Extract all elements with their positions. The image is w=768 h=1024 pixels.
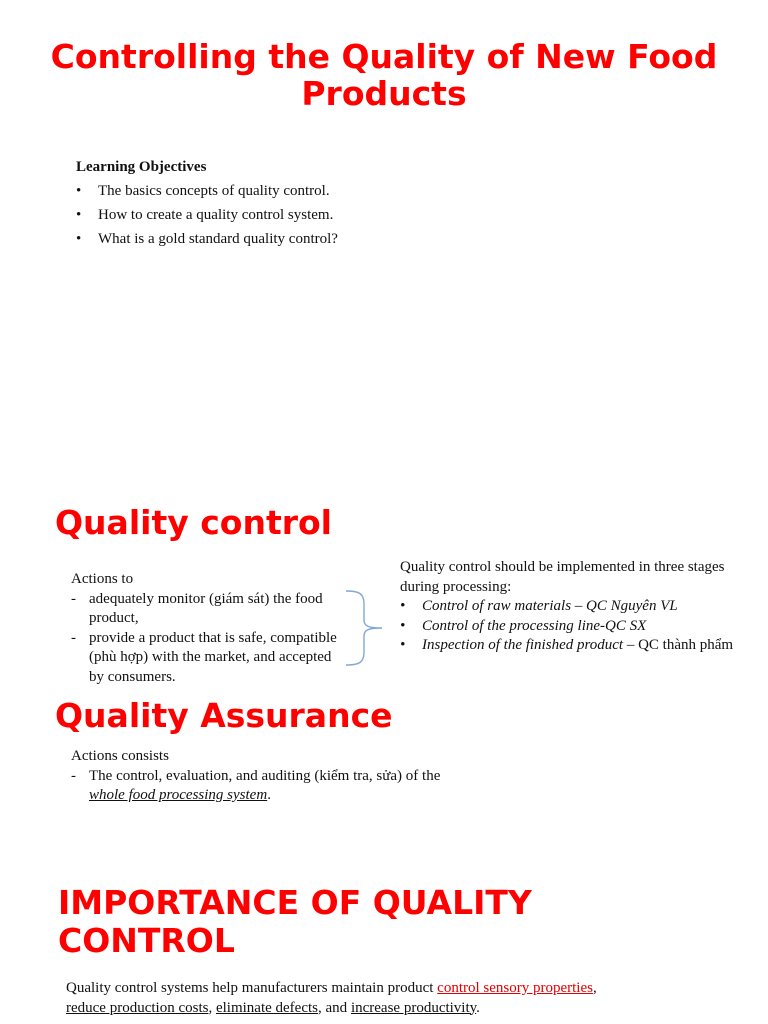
list-item: - adequately monitor (giám sát) the food product, [71, 590, 341, 629]
qa-item-link[interactable]: whole food processing system [89, 787, 268, 803]
quality-control-stages [400, 558, 766, 656]
actions-list [71, 590, 341, 688]
importance-heading: IMPORTANCE OF QUALITY CONTROL [58, 883, 532, 960]
list-item [71, 767, 451, 806]
list-item [400, 636, 766, 656]
qa-item-suffix: . [267, 787, 271, 803]
qa-intro: Actions consists [71, 748, 169, 764]
quality-assurance-heading: Quality Assurance [55, 696, 393, 735]
quality-assurance-actions [71, 747, 451, 806]
stage3-italic: Inspection of the finished product [422, 637, 624, 653]
separator: . [476, 999, 480, 1016]
stages-intro: Quality control should be implemented in three stages during processing: [400, 559, 725, 595]
page-title: Controlling the Quality of New Food Products [50, 37, 718, 113]
learning-objectives [76, 158, 676, 254]
list-item: • Control of the processing line-QC SX [400, 617, 766, 637]
objectives-heading: Learning Objectives [76, 159, 207, 175]
quality-control-actions [71, 570, 341, 687]
link-increase-productivity[interactable]: increase productivity [350, 999, 477, 1016]
list-item: • What is a gold standard quality control? [76, 230, 676, 250]
stages-list [400, 597, 766, 656]
actions-intro: Actions to [71, 571, 134, 587]
link-eliminate-defects[interactable]: eliminate defects [215, 999, 319, 1016]
quality-control-heading: Quality control [55, 503, 332, 542]
separator: , and [318, 999, 351, 1016]
link-reduce-production-costs[interactable]: reduce production costs [66, 999, 209, 1016]
link-control-sensory-properties[interactable]: control sensory properties [437, 980, 593, 996]
importance-paragraph [66, 979, 756, 1018]
list-item: • The basics concepts of quality control. [76, 182, 676, 202]
importance-text: Quality control systems help manufacturers maintain product [66, 980, 438, 996]
stage3-rest: – QC thành phẩm [623, 637, 734, 653]
objectives-list [76, 182, 676, 250]
qa-item-text: The control, evaluation, and auditing (kiểm tra, sửa) of the [89, 767, 441, 784]
curly-brace-icon [340, 588, 388, 668]
list-item: • How to create a quality control system. [76, 206, 676, 226]
qa-list [71, 767, 451, 806]
separator: , [592, 980, 597, 996]
list-item: - provide a product that is safe, compatible (phù hợp) with the market, and accepted by consumers. [71, 629, 341, 688]
list-item: • Control of raw materials – QC Nguyên VL [400, 597, 766, 617]
separator: , [208, 999, 216, 1016]
